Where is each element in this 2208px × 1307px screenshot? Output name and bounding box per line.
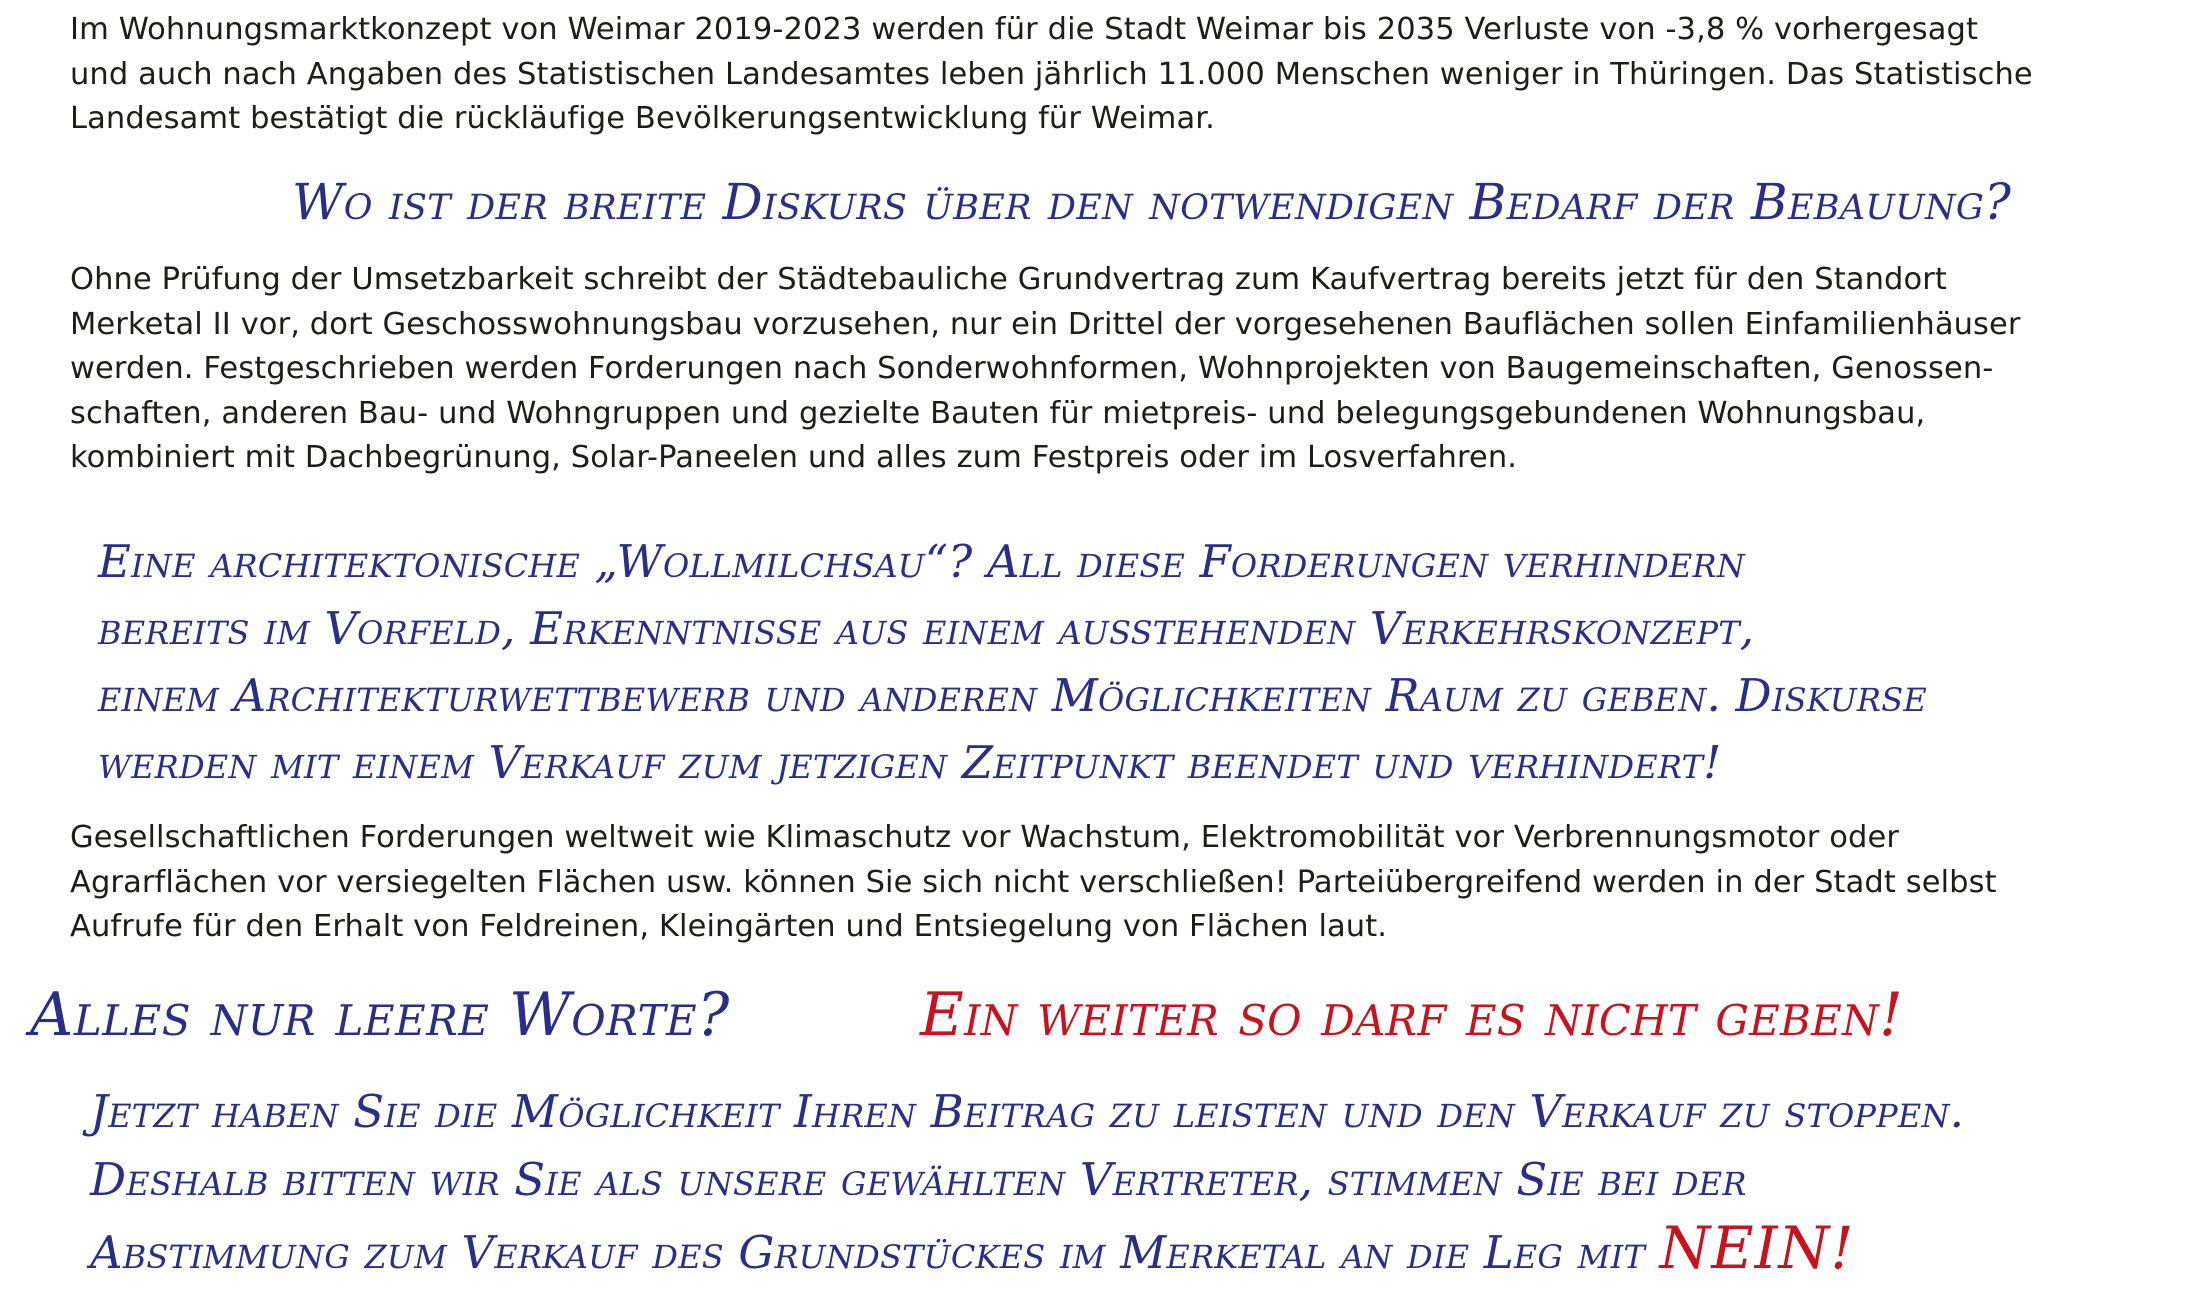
handwritten-appeal [90,1078,1964,1287]
handwritten-line: einem Architekturwettbewerb und anderen Möglichkeiten Raum zu geben. Diskurse [98,669,1927,722]
text-line: kombiniert mit Dachbegrünung, Solar-Paneelen und alles zum Festpreis oder im Losverfahren. [70,440,1518,475]
paragraph-urban-development-contract [70,258,2150,481]
text-line: Aufrufe für den Erhalt von Feldreinen, Kleingärten und Entsiegelung von Flächen laut. [70,909,1388,944]
handwritten-line: Jetzt haben Sie die Möglichkeit Ihren Beitrag zu leisten und den Verkauf zu stoppen. [90,1085,1965,1138]
text-line: Agrarflächen vor versiegelten Flächen usw. können Sie sich nicht verschließen! Parteiübergreifend werden in der Stadt selbst [70,864,1997,900]
text-line: Gesellschaftlichen Forderungen weltweit wie Klimaschutz vor Wachstum, Elektromobilität vor Verbrennungsmotor oder [70,820,1899,855]
paragraph-population-forecast [70,8,2150,142]
handwritten-line: Eine architektonische „Wollmilchsau“? All diese Forderungen verhindern [98,535,1745,588]
text-line: schaften, anderen Bau- und Wohngruppen und gezielte Bauten für mietpreis- und belegungsgebundenen Wohnungsbau, [70,395,1926,431]
paragraph-societal-demands [70,816,2150,950]
handwritten-red-statement: Ein weiter so darf es nicht geben! [920,980,1904,1050]
handwritten-line: Deshalb bitten wir Sie als unsere gewählten Vertreter, stimmen Sie bei der [90,1153,1747,1206]
handwritten-line: werden mit einem Verkauf zum jetzigen Zeitpunkt beendet und verhindert! [98,736,1722,789]
handwritten-wollmilchsau-note [98,528,1927,796]
text-line: Ohne Prüfung der Umsetzbarkeit schreibt der Städtebauliche Grundvertrag zum Kaufvertrag bereits jetzt für den Standort [70,262,1947,297]
handwritten-question-discourse: Wo ist der breite Diskurs über den notwendigen Bedarf der Bebauung? [292,173,2012,231]
handwritten-empty-words-question: Alles nur leere Worte? [30,980,730,1050]
text-line: werden. Festgeschrieben werden Forderungen nach Sonderwohnformen, Wohnprojekten von Baugemeinschaften, Genossen- [70,351,1994,386]
handwritten-nein-emphasis: NEIN! [1659,1214,1855,1282]
text-line: Im Wohnungsmarktkonzept von Weimar 2019-2023 werden für die Stadt Weimar bis 2035 Verluste von -3,8 % vorhergesagt [70,12,1979,47]
handwritten-line-text: Abstimmung zum Verkauf des Grundstückes im Merketal an die Leg mit [90,1226,1646,1279]
text-line: Merketal II vor, dort Geschosswohnungsbau vorzusehen, nur ein Drittel der vorgesehenen Bauflächen sollen Einfamilienhäuser [70,306,2021,342]
handwritten-last-line [90,1214,1964,1287]
handwritten-line: bereits im Vorfeld, Erkenntnisse aus einem ausstehenden Verkehrskonzept, [98,602,1755,655]
text-line: und auch nach Angaben des Statistischen Landesamtes leben jährlich 11.000 Menschen weniger in Thüringen. Das Statistische [70,56,2033,92]
text-line: Landesamt bestätigt die rückläufige Bevölkerungsentwicklung für Weimar. [70,101,1215,136]
